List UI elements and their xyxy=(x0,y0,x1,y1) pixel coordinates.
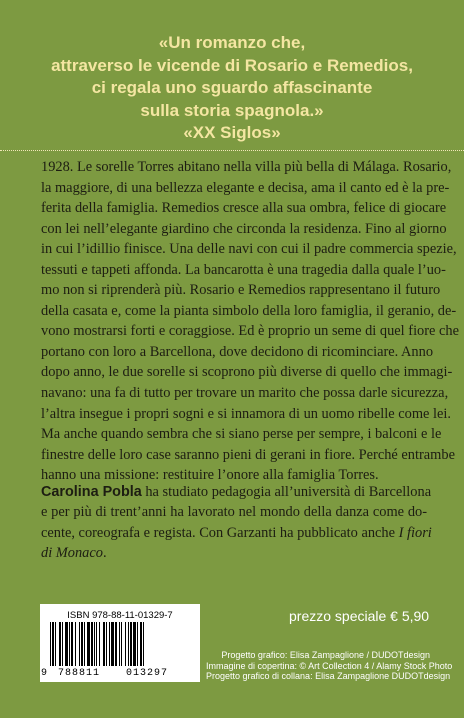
bio-text: ha studiato pedagogia all’università di Barcellona xyxy=(141,484,432,500)
barcode-digit-first: 9 xyxy=(41,668,49,679)
book-title-cont: di Monaco xyxy=(41,545,103,562)
bio-line xyxy=(41,482,432,502)
synopsis-line: dopo anno, le due sorelle si scoprono più diverse di quello che immagi- xyxy=(41,364,453,381)
bio-period: . xyxy=(102,545,107,562)
barcode xyxy=(40,604,200,682)
price-value: € 5,90 xyxy=(390,608,430,624)
quote-source: «XX Siglos» xyxy=(183,123,281,142)
dotted-divider xyxy=(0,150,464,152)
synopsis-line: vono mostrarsi forti e coraggiose. Ed è proprio un seme di quel fiore che xyxy=(41,323,460,340)
author-name: Carolina Pobla xyxy=(41,484,142,500)
credit-line: Progetto grafico: Elisa Zampaglione / DUDOTdesign xyxy=(221,650,430,660)
synopsis-line: Ma anche quando sembra che si siano perse per sempre, i balconi e le xyxy=(41,426,442,443)
design-credits xyxy=(206,650,453,682)
quote-line: «Un romanzo che, xyxy=(158,33,306,52)
isbn-text: ISBN 978-88-11-01329-7 xyxy=(67,610,173,621)
quote-line: attraverso le vicende di Rosario e Remedios, xyxy=(51,55,413,75)
author-bio xyxy=(41,482,432,564)
synopsis-line: portano con loro a Barcellona, dove decidono di ricominciare. Anno xyxy=(41,343,434,360)
price-label: prezzo speciale xyxy=(289,608,387,624)
synopsis-line: la maggiore, di una bellezza elegante e decisa, ama il canto ed è la pre- xyxy=(41,179,450,196)
synopsis-line: navano: una fa di tutto per trovare un marito che possa darle sicurezza, xyxy=(41,385,449,402)
review-quote xyxy=(0,32,464,145)
bio-line xyxy=(41,523,432,543)
synopsis-line: con lei nell’elegante giardino che circonda la residenza. Fino al giorno xyxy=(41,220,447,237)
synopsis-line: l’altra insegue i propri sogni e si innamora di un uomo ribelle come lei. xyxy=(41,405,452,422)
synopsis-line: ferita della famiglia. Remedios cresce alla sua ombra, felice di giocare xyxy=(41,200,447,217)
bio-line xyxy=(41,543,427,563)
synopsis-line: della casata e, come la pianta simbolo della loro famiglia, il geranio, de- xyxy=(41,302,457,319)
bio-line: e per più di trent’anni ha lavorato nel mondo della danza come do- xyxy=(41,504,427,521)
book-title: I fiori xyxy=(398,524,432,541)
barcode-bars xyxy=(48,622,192,670)
quote-line: ci regala uno sguardo affascinante xyxy=(91,78,373,97)
synopsis-line: hanno una missione: restituire l’onore alla famiglia Torres. xyxy=(41,467,379,484)
synopsis-line: mo non si riprenderà più. Rosario e Remedios rappresentano il futuro xyxy=(41,282,441,299)
synopsis-line: finestre delle loro case saranno pieni di gerani in fiore. Perché entrambe xyxy=(41,446,455,463)
credit-line: Progetto grafico di collana: Elisa Zampaglione DUDOTdesign xyxy=(206,671,451,682)
synopsis-line: 1928. Le sorelle Torres abitano nella villa più bella di Málaga. Rosario, xyxy=(41,159,452,175)
synopsis-line: in cui l’idillio finisce. Una delle navi con cui il padre commercia spezie, xyxy=(41,241,457,258)
bio-text: cente, coreografa e regista. Con Garzanti ha pubblicato anche xyxy=(41,524,395,541)
price xyxy=(289,608,429,624)
synopsis-line: tessuti e tappeti affonda. La bancarotta è una tragedia dalla quale l’uo- xyxy=(41,261,446,278)
synopsis xyxy=(41,157,460,486)
barcode-digits-left: 788811 xyxy=(58,668,101,679)
quote-line: sulla storia spagnola.» xyxy=(140,100,324,120)
credit-line: Immagine di copertina: © Art Collection 4 / Alamy Stock Photo xyxy=(206,660,453,671)
barcode-digits-right: 013297 xyxy=(126,668,169,679)
